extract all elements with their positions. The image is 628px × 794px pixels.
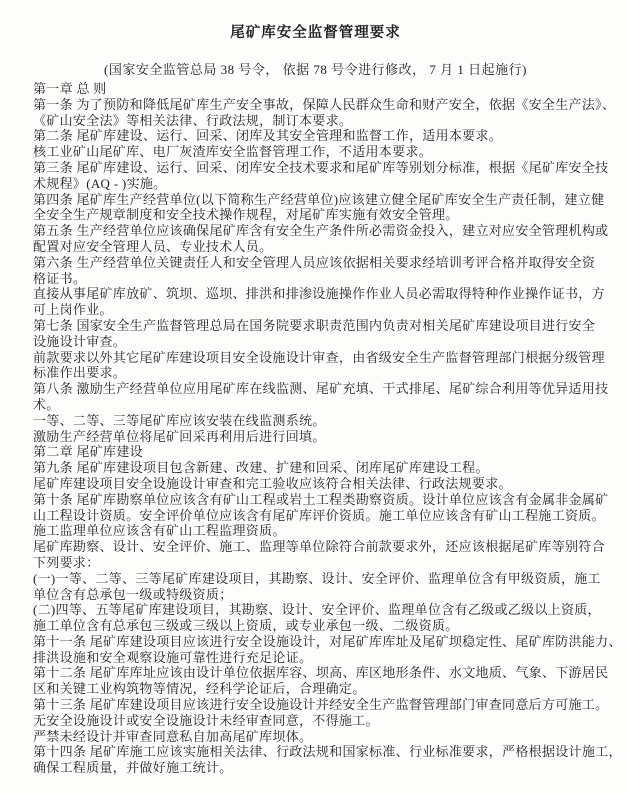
document-line: 第十四条 尾矿库施工应该实施相关法律、行政法规和国家标准、行业标准要求，严格根据设计施工， (33, 744, 622, 760)
document-line: 第四条 尾矿库生产经营单位(以下简称生产经营单位)应该建立健全尾矿库安全生产责任制，建立健 (33, 191, 605, 207)
document-title: 尾矿库安全监督管理要求 (230, 25, 401, 41)
document-line: 施工单位含有总承包三级或三级以上资质，或专业承包一级、二级资质。 (33, 618, 459, 634)
document-line: 单位含有总承包一级或特级资质； (33, 586, 233, 602)
document-line: 术。 (33, 396, 60, 412)
document-line: 第十条 尾矿库勘察单位应该含有矿山工程或岩土工程类勘察资质。设计单位应该含有金属非金属矿 (33, 491, 609, 507)
document-line: 激励生产经营单位将尾矿回采再利用后进行回填。 (33, 428, 326, 444)
document-line: 第九条 尾矿库建设项目包含新建、改建、扩建和回采、闭库尾矿库建设工程。 (33, 460, 489, 476)
document-line: 尾矿库勘察、设计、安全评价、施工、监理等单位除符合前款要求外，还应该根据尾矿库等别符合 (33, 539, 605, 555)
document-line: 无安全设施设计或安全设施设计未经审查同意，不得施工。 (33, 712, 379, 728)
document-line: 前款要求以外其它尾矿库建设项目安全设施设计审查，由省级安全生产监督管理部门根据分级管理 (33, 349, 605, 365)
document-line: (一)一等、二等、三等尾矿库建设项目，其勘察、设计、安全评价、监理单位含有甲级资质，施工 (33, 570, 601, 586)
document-line: 严禁未经设计并审查同意私自加高尾矿库坝体。 (33, 728, 313, 744)
document-body (33, 81, 622, 776)
document-line: 山工程设计资质。安全评价单位应该含有尾矿库评价资质。施工单位应该含有矿山工程施工资质。 (33, 507, 605, 523)
document-line: 尾矿库建设项目安全设施设计审查和完工验收应该符合相关法律、行政法规要求。 (33, 475, 512, 491)
document-line: 设施设计审查。 (33, 333, 127, 349)
document-line: 确保工程质量，并做好施工统计。 (33, 760, 233, 776)
document-line: 第七条 国家安全生产监督管理总局在国务院要求职责范围内负责对相关尾矿库建设项目进行安全 (33, 317, 596, 333)
document-line: 下列要求： (33, 554, 100, 570)
document-subtitle: (国家安全监管总局 38 号令， 依据 78 号令进行修改， 7 月 1 日起施行) (104, 62, 527, 77)
document-line: 一等、二等、三等尾矿库应该安装在线监测系统。 (33, 412, 326, 428)
document-line: 核工业矿山尾矿库、电厂灰渣库安全监督管理工作，不适用本要求。 (33, 144, 433, 160)
document-line: 第六条 生产经营单位关键责任人和安全管理人员应该依据相关要求经培训考评合格并取得安全资 (33, 254, 596, 270)
document-line: 《矿山安全法》等相关法律、行政法规，制订本要求。 (33, 112, 353, 128)
document-line: (二)四等、五等尾矿库建设项目，其勘察、设计、安全评价、监理单位含有乙级或乙级以上资质， (33, 602, 601, 618)
document-line: 第十二条 尾矿库库址应该由设计单位依据库容、坝高、库区地形条件、水文地质、气象、下游居民 (33, 665, 609, 681)
document-line: 术规程》(AQ - )实施。 (33, 175, 167, 191)
document-line: 第一章 总 则 (33, 81, 107, 96)
document-line: 直接从事尾矿库放矿、筑坝、巡坝、排洪和排渗设施操作作业人员必需取得特种作业操作证书，方 (33, 286, 605, 302)
document-line: 可上岗作业。 (33, 302, 113, 318)
document-line: 区和关键工业构筑物等情况，经科学论证后，合理确定。 (33, 681, 366, 697)
document-line: 第十三条 尾矿库建设项目应该进行安全设施设计并经安全生产监督管理部门审查同意后方可施工。 (33, 697, 609, 713)
document-line: 第一条 为了预防和降低尾矿库生产安全事故，保障人民群众生命和财产安全，依据《安全生产法》、 (33, 96, 616, 112)
document-line: 排洪设施和安全观察设施可靠性进行充足论证。 (33, 649, 313, 665)
document-line: 标准作出要求。 (33, 365, 127, 381)
document-line: 第二条 尾矿库建设、运行、回采、闭库及其安全管理和监督工作，适用本要求。 (33, 128, 503, 144)
document-line: 第十一条 尾矿库建设项目应该进行安全设施设计，对尾矿库库址及尾矿坝稳定性、尾矿库防洪能力、 (33, 633, 622, 649)
document-line: 施工监理单位应该含有矿山工程监理资质。 (33, 523, 286, 539)
document-line: 第五条 生产经营单位应该确保尾矿库含有安全生产条件所必需资金投入，建立对应安全管理机构或 (33, 223, 609, 239)
document-line: 格证书。 (33, 270, 87, 286)
document-line: 第八条 激励生产经营单位应用尾矿库在线监测、尾矿充填、干式排尾、尾矿综合利用等优异适用技 (33, 381, 609, 397)
document-line: 全安全生产规章制度和安全技术操作规程，对尾矿库实施有效安全管理。 (33, 207, 459, 223)
document-line: 第二章 尾矿库建设 (33, 444, 143, 460)
document-line: 配置对应安全管理人员、专业技术人员。 (33, 238, 273, 254)
document-line: 第三条 尾矿库建设、运行、回采、闭库安全技术要求和尾矿库等别划分标准，根据《尾矿库安全技 (33, 159, 609, 175)
